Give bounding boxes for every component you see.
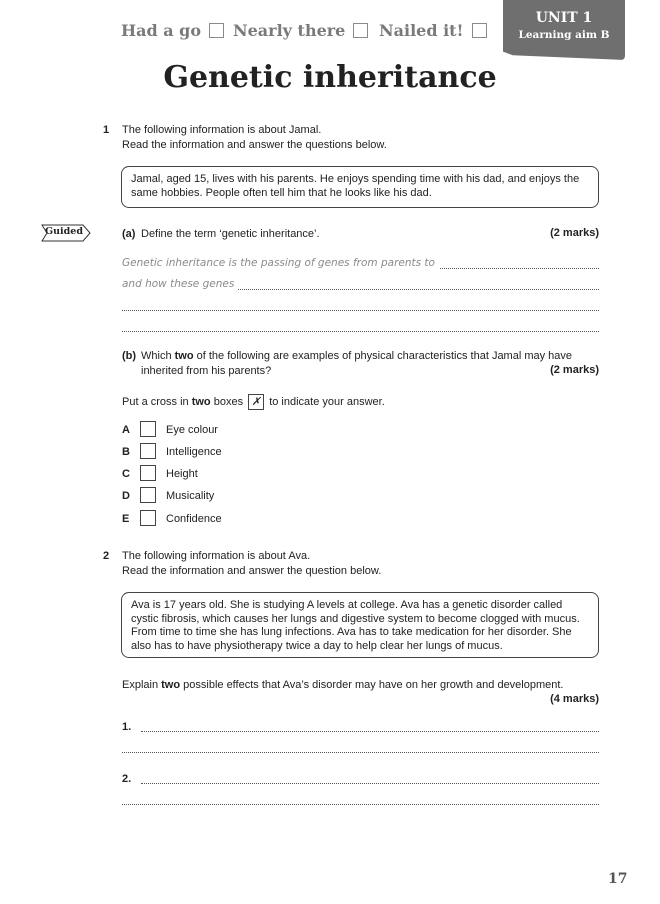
question-2-intro-line-2: Read the information and answer the question below. bbox=[122, 565, 382, 577]
option-letter: A bbox=[122, 424, 130, 436]
nailed-it-checkbox[interactable] bbox=[472, 23, 487, 38]
answer-line[interactable] bbox=[122, 752, 599, 753]
unit-title: UNIT 1 bbox=[535, 10, 593, 26]
question-1-intro-line-1: The following information is about Jamal. bbox=[122, 124, 322, 136]
unit-subtitle: Learning aim B bbox=[518, 29, 610, 41]
ava-info-text: Ava is 17 years old. She is studying A levels at college. Ava has a genetic disorder called cystic fibrosis, which causes her lungs and digestive system to become clogged with mucus. From time to time she has lung infections. Ava has to take medication for her disorder. She also has to have physiotherapy twice a day to help clear her lungs of mucus. bbox=[131, 599, 580, 652]
question-2-marks: (4 marks) bbox=[550, 693, 599, 705]
had-a-go-label: Had a go bbox=[121, 21, 202, 40]
answer-line[interactable] bbox=[122, 310, 599, 311]
answer-line[interactable] bbox=[122, 331, 599, 332]
option-text: Height bbox=[166, 468, 198, 480]
part-a-label: (a) bbox=[122, 228, 136, 240]
had-a-go-item bbox=[121, 21, 224, 40]
page-title: Genetic inheritance bbox=[163, 60, 497, 95]
option-checkbox-a[interactable] bbox=[140, 421, 156, 437]
nailed-it-label: Nailed it! bbox=[379, 21, 464, 40]
question-1-number: 1 bbox=[103, 124, 110, 136]
part-b-marks: (2 marks) bbox=[550, 364, 599, 376]
option-letter: E bbox=[122, 513, 130, 525]
guided-label: Guided bbox=[45, 226, 83, 237]
option-checkbox-d[interactable] bbox=[140, 487, 156, 503]
answer-line[interactable] bbox=[122, 804, 599, 805]
option-letter: B bbox=[122, 446, 130, 458]
page-number: 17 bbox=[608, 871, 628, 887]
jamal-info-text: Jamal, aged 15, lives with his parents. He enjoys spending time with his dad, and enjoys the same hobbies. People often tell him that he looks like his dad. bbox=[131, 173, 580, 199]
part-a-marks: (2 marks) bbox=[550, 227, 599, 239]
ava-info-box bbox=[121, 592, 599, 658]
part-b-instruction: Put a cross in two boxes ✗ to indicate your answer. bbox=[122, 396, 385, 409]
had-a-go-checkbox[interactable] bbox=[209, 23, 224, 38]
option-checkbox-b[interactable] bbox=[140, 443, 156, 459]
option-letter: C bbox=[122, 468, 130, 480]
part-b-label: (b) bbox=[122, 350, 137, 362]
nearly-there-item bbox=[233, 21, 368, 40]
answer-line[interactable] bbox=[141, 783, 599, 784]
option-text: Eye colour bbox=[166, 424, 218, 436]
option-text: Confidence bbox=[166, 513, 222, 525]
nailed-it-item bbox=[379, 21, 487, 40]
question-2-prompt: Explain two possible effects that Ava’s disorder may have on her growth and development. bbox=[122, 679, 564, 691]
nearly-there-label: Nearly there bbox=[233, 21, 346, 40]
question-1-intro-line-2: Read the information and answer the questions below. bbox=[122, 139, 387, 151]
part-b-question: Which two of the following are examples of physical characteristics that Jamal may have bbox=[141, 350, 573, 362]
part-a-answer-line-2: and how these genes bbox=[122, 278, 238, 290]
option-text: Musicality bbox=[166, 490, 215, 502]
option-text: Intelligence bbox=[166, 446, 222, 458]
option-checkbox-c[interactable] bbox=[140, 465, 156, 481]
answer-label-1: 1. bbox=[122, 721, 132, 733]
answer-label-2: 2. bbox=[122, 773, 132, 785]
cross-example-box: ✗ bbox=[248, 394, 264, 410]
option-checkbox-e[interactable] bbox=[140, 510, 156, 526]
nearly-there-checkbox[interactable] bbox=[353, 23, 368, 38]
part-b-question-line-2: inherited from his parents? bbox=[141, 365, 272, 377]
question-2-number: 2 bbox=[103, 550, 110, 562]
part-a-answer-line-1: Genetic inheritance is the passing of genes from parents to bbox=[122, 257, 439, 269]
part-a-question: Define the term ‘genetic inheritance’. bbox=[141, 228, 320, 240]
option-letter: D bbox=[122, 490, 130, 502]
question-2-intro-line-1: The following information is about Ava. bbox=[122, 550, 311, 562]
answer-line[interactable] bbox=[141, 731, 599, 732]
jamal-info-box bbox=[121, 166, 599, 208]
